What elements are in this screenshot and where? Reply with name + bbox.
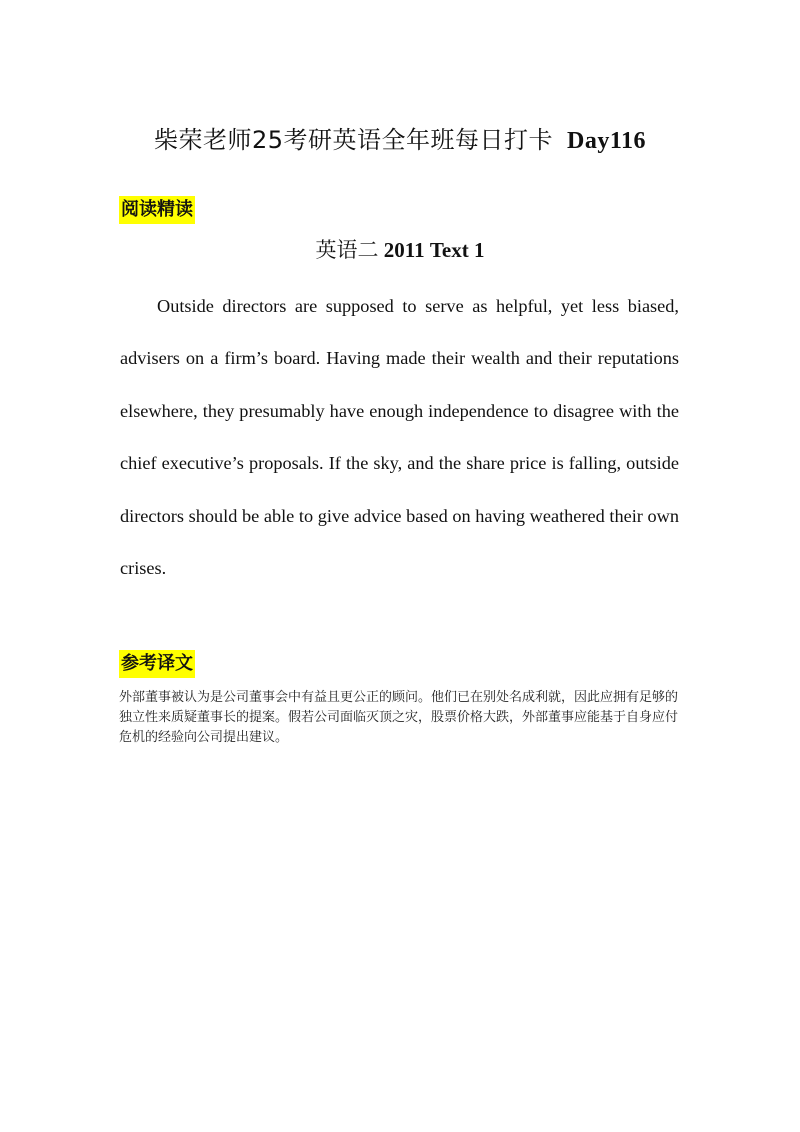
page-title-text: 柴荣老师25考研英语全年班每日打卡 (153, 126, 554, 154)
section-label-reading: 阅读精读 (119, 196, 195, 224)
translation-text: 外部董事被认为是公司董事会中有益且更公正的顾问。他们已在别处名成利就，因此应拥有足够的独立性来质疑董事长的提案。假若公司面临灭顶之灾，股票价格大跌，外部董事应能基于自身应付危机的经验向公司提出建议。 (119, 690, 679, 745)
page-title (0, 124, 800, 157)
reading-passage: Outside directors are supposed to serve as helpful, yet less biased, advisers on a firm’s board. Having made their wealth and their reputations elsewhere, they presumably have enough independence to disagree with the chief executive’s proposals. If the sky, and the share price is falling, outside directors should be able to give advice based on having weathered their own crises. (120, 296, 679, 579)
text-title-cn: 英语二 (315, 238, 379, 262)
section-label-translation: 参考译文 (119, 650, 195, 678)
text-title (0, 236, 800, 264)
day-number: Day116 (567, 128, 647, 154)
text-title-en: 2011 Text 1 (383, 238, 485, 262)
